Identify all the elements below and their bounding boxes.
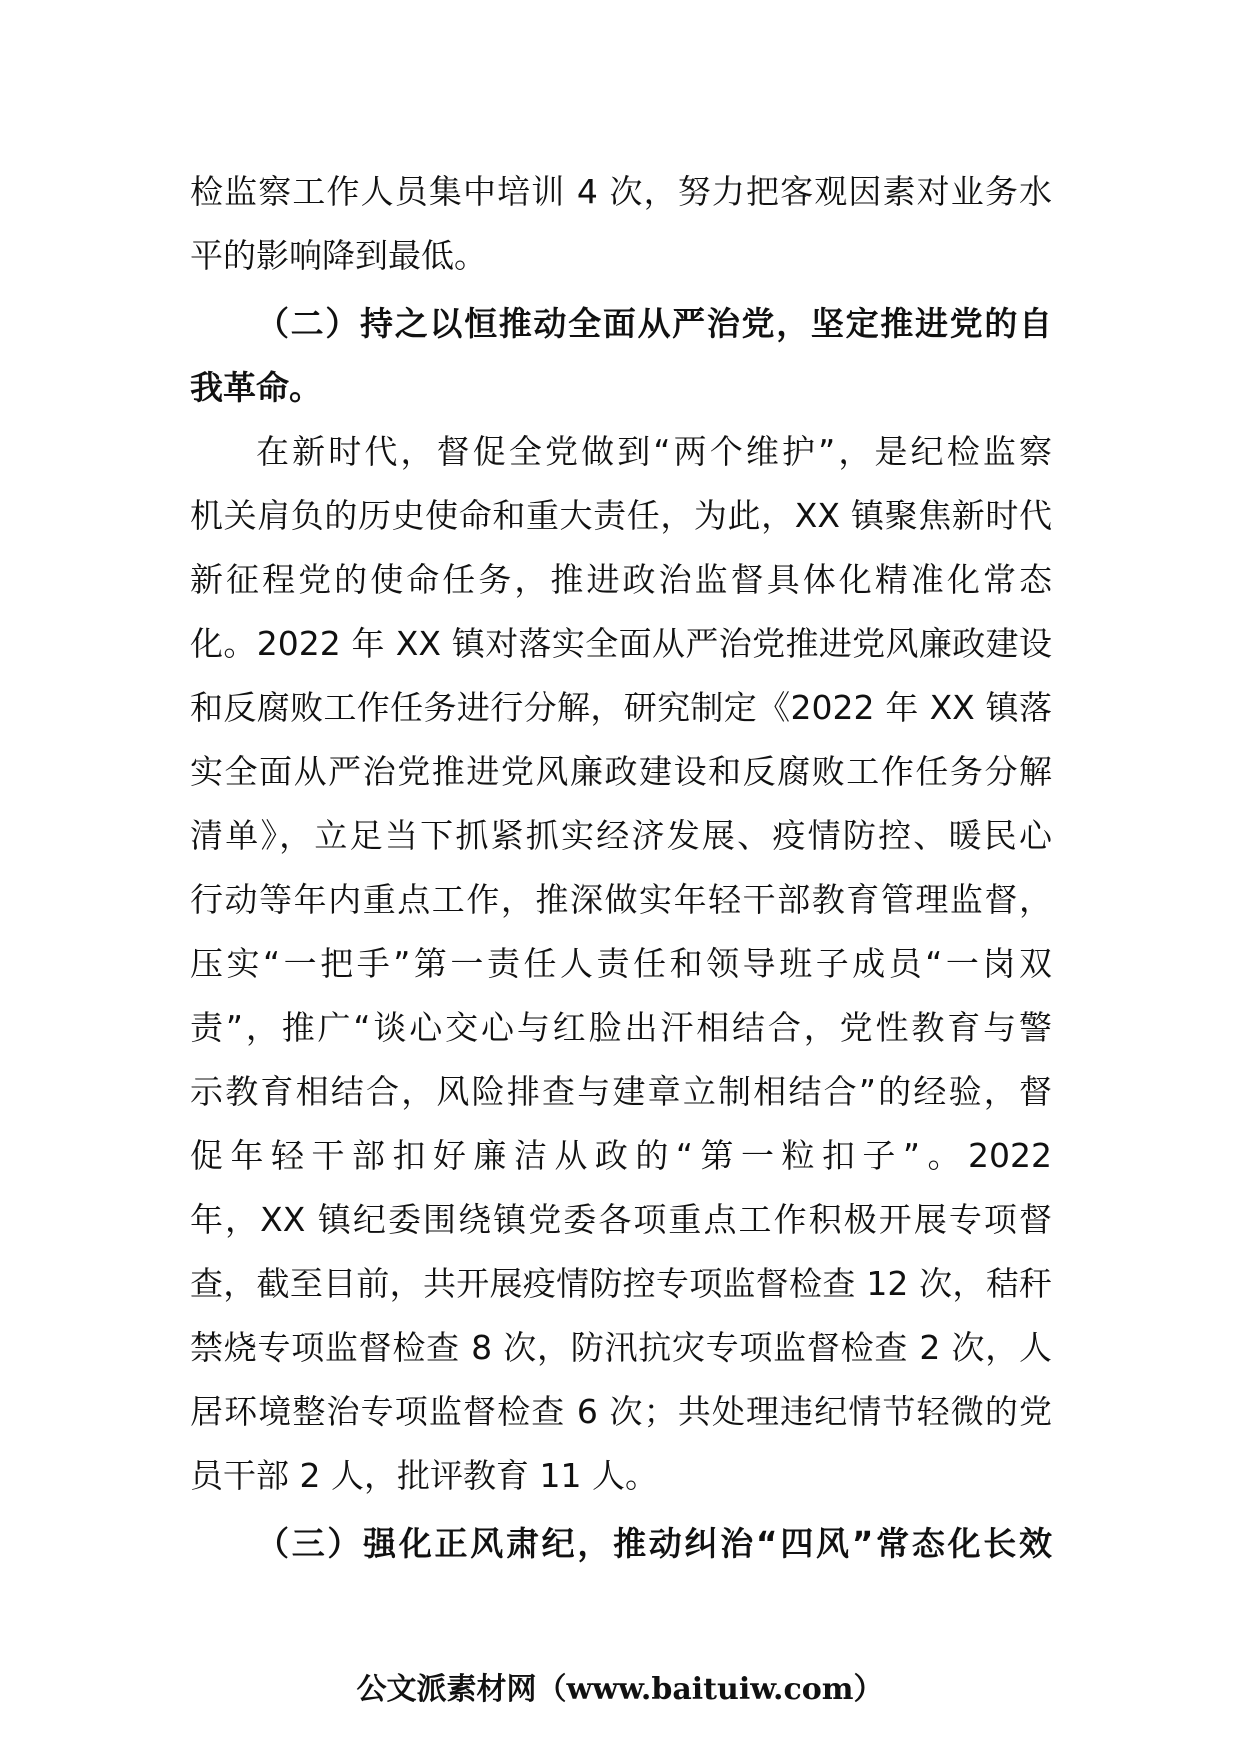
footer-watermark: 公文派素材网（www.baituiw.com） [356,1672,884,1707]
text-line: 示教育相结合，风险排查与建章立制相结合”的经验，督 [190,1072,1052,1111]
text-line: 促年轻干部扣好廉洁从政的“第一粒扣子”。2022 [190,1136,1052,1175]
text-line: 居环境整治专项监督检查 6 次；共处理违纪情节轻微的党 [190,1392,1052,1431]
text-line: 查，截至目前，共开展疫情防控专项监督检查 12 次，秸秆 [190,1264,1052,1303]
text-line: 责”，推广“谈心交心与红脸出汗相结合，党性教育与警 [190,1008,1052,1047]
text-line: 在新时代，督促全党做到“两个维护”，是纪检监察 [256,432,1052,471]
text-line: 行动等年内重点工作，推深做实年轻干部教育管理监督， [190,880,1052,919]
section-heading-3 [190,1512,1052,1576]
text-line: 压实“一把手”第一责任人责任和领导班子成员“一岗双 [190,944,1052,983]
section-heading-2 [190,292,1052,420]
text-line: 新征程党的使命任务，推进政治监督具体化精准化常态 [190,560,1052,599]
text-line: 实全面从严治党推进党风廉政建设和反腐败工作任务分解 [190,752,1052,791]
text-line: 平的影响降到最低。 [190,236,487,275]
heading-line: （三）强化正风肃纪，推动纠治“四风”常态化长效 [256,1524,1052,1563]
text-line: 化。2022 年 XX 镇对落实全面从严治党推进党风廉政建设 [190,624,1052,663]
text-line: 检监察工作人员集中培训 4 次，努力把客观因素对业务水 [190,172,1052,211]
text-line: 清单》，立足当下抓紧抓实经济发展、疫情防控、暖民心 [190,816,1052,855]
paragraph-continuation [190,160,1052,288]
heading-line: （二）持之以恒推动全面从严治党，坚定推进党的自 [256,304,1052,343]
text-line: 机关肩负的历史使命和重大责任，为此，XX 镇聚焦新时代 [190,496,1052,535]
document-body [190,160,1052,1576]
text-line: 年，XX 镇纪委围绕镇党委各项重点工作积极开展专项督 [190,1200,1052,1239]
text-line: 和反腐败工作任务进行分解，研究制定《2022 年 XX 镇落 [190,688,1052,727]
heading-line: 我革命。 [190,368,322,407]
text-line: 禁烧专项监督检查 8 次，防汛抗灾专项监督检查 2 次，人 [190,1328,1052,1367]
paragraph-political-supervision [190,420,1052,1508]
text-line: 员干部 2 人，批评教育 11 人。 [190,1456,658,1495]
